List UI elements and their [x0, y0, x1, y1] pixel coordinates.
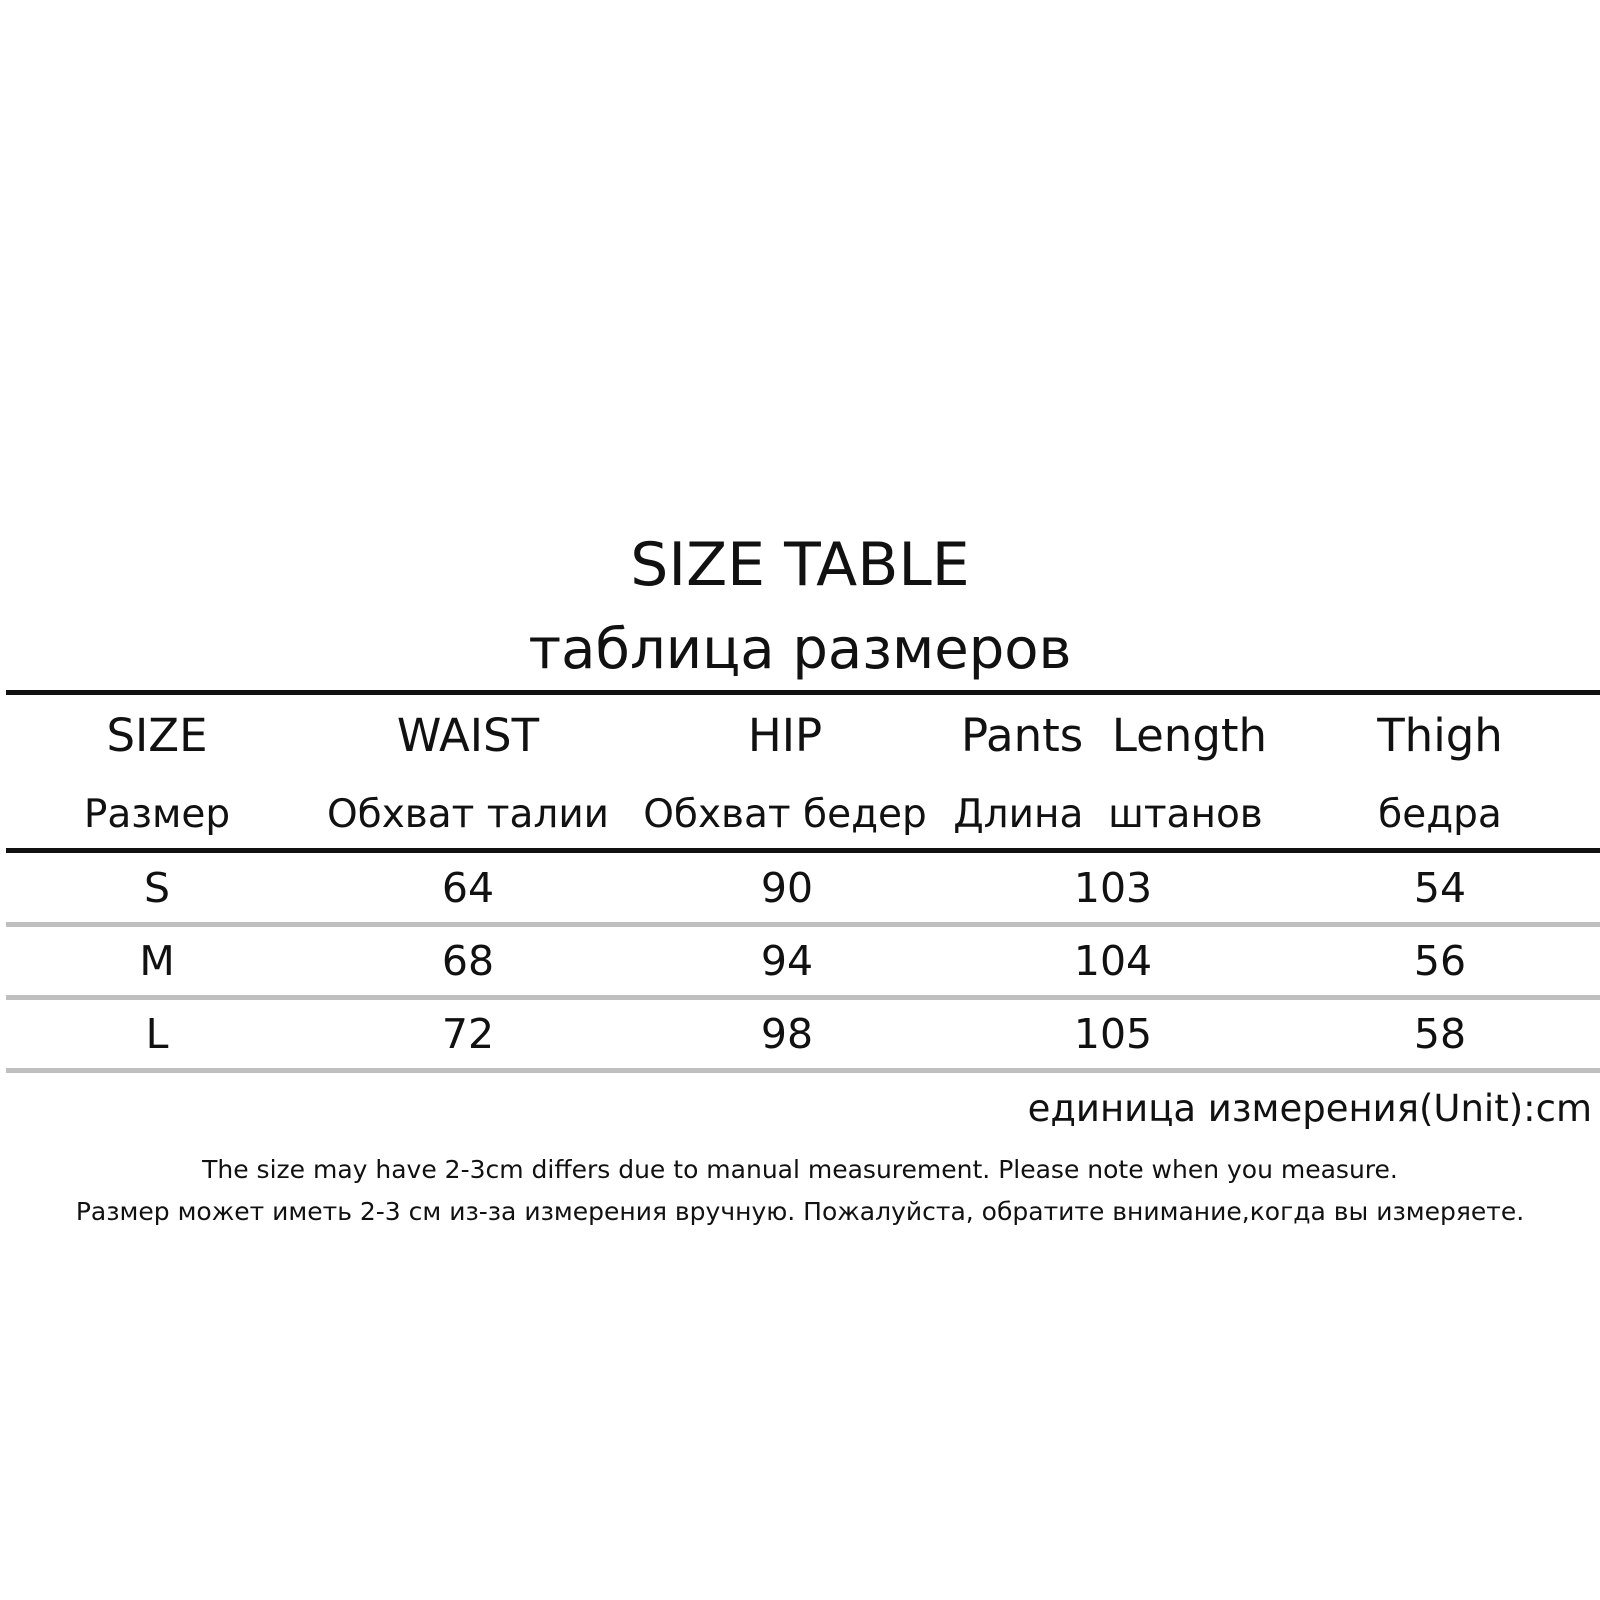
- chart-title-english: SIZE TABLE: [630, 530, 970, 600]
- cell-thigh: 58: [1413, 1010, 1467, 1058]
- header-waist-en: WAIST: [396, 709, 540, 762]
- row-divider: [6, 922, 1600, 927]
- disclaimer-russian: Размер может иметь 2-3 см из-за измерения вручную. Пожалуйста, обратите внимание,когда вы измеряете.: [75, 1197, 1525, 1226]
- header-waist-ru: Обхват талии: [326, 792, 610, 837]
- disclaimer-english: The size may have 2-3cm differs due to manual measurement. Please note when you measure.: [202, 1155, 1398, 1184]
- cell-thigh: 54: [1413, 864, 1467, 912]
- header-thigh-ru: бедра: [1378, 792, 1502, 837]
- table-top-rule: [6, 690, 1600, 695]
- cell-pants-length: 105: [1073, 1010, 1153, 1058]
- unit-note: единица измерения(Unit):cm: [1027, 1087, 1592, 1130]
- cell-waist: 68: [441, 937, 495, 985]
- chart-title-russian: таблица размеров: [528, 617, 1072, 682]
- header-pants-length-ru: Длина штанов: [953, 792, 1263, 837]
- header-bottom-rule: [6, 848, 1600, 853]
- cell-hip: 90: [760, 864, 814, 912]
- cell-thigh: 56: [1413, 937, 1467, 985]
- header-size-en: SIZE: [106, 709, 208, 762]
- header-pants-length-en: Pants Length: [960, 709, 1268, 762]
- cell-pants-length: 104: [1073, 937, 1153, 985]
- cell-hip: 98: [760, 1010, 814, 1058]
- cell-size: L: [145, 1010, 169, 1058]
- cell-waist: 64: [441, 864, 495, 912]
- cell-size: M: [139, 937, 175, 985]
- table-bottom-rule: [6, 1068, 1600, 1073]
- header-hip-ru: Обхват бедер: [643, 792, 927, 837]
- header-hip-en: HIP: [747, 709, 823, 762]
- row-divider: [6, 995, 1600, 1000]
- header-size-ru: Размер: [83, 792, 231, 837]
- cell-size: S: [143, 864, 171, 912]
- header-thigh-en: Thigh: [1377, 709, 1503, 762]
- cell-hip: 94: [760, 937, 814, 985]
- cell-pants-length: 103: [1073, 864, 1153, 912]
- cell-waist: 72: [441, 1010, 495, 1058]
